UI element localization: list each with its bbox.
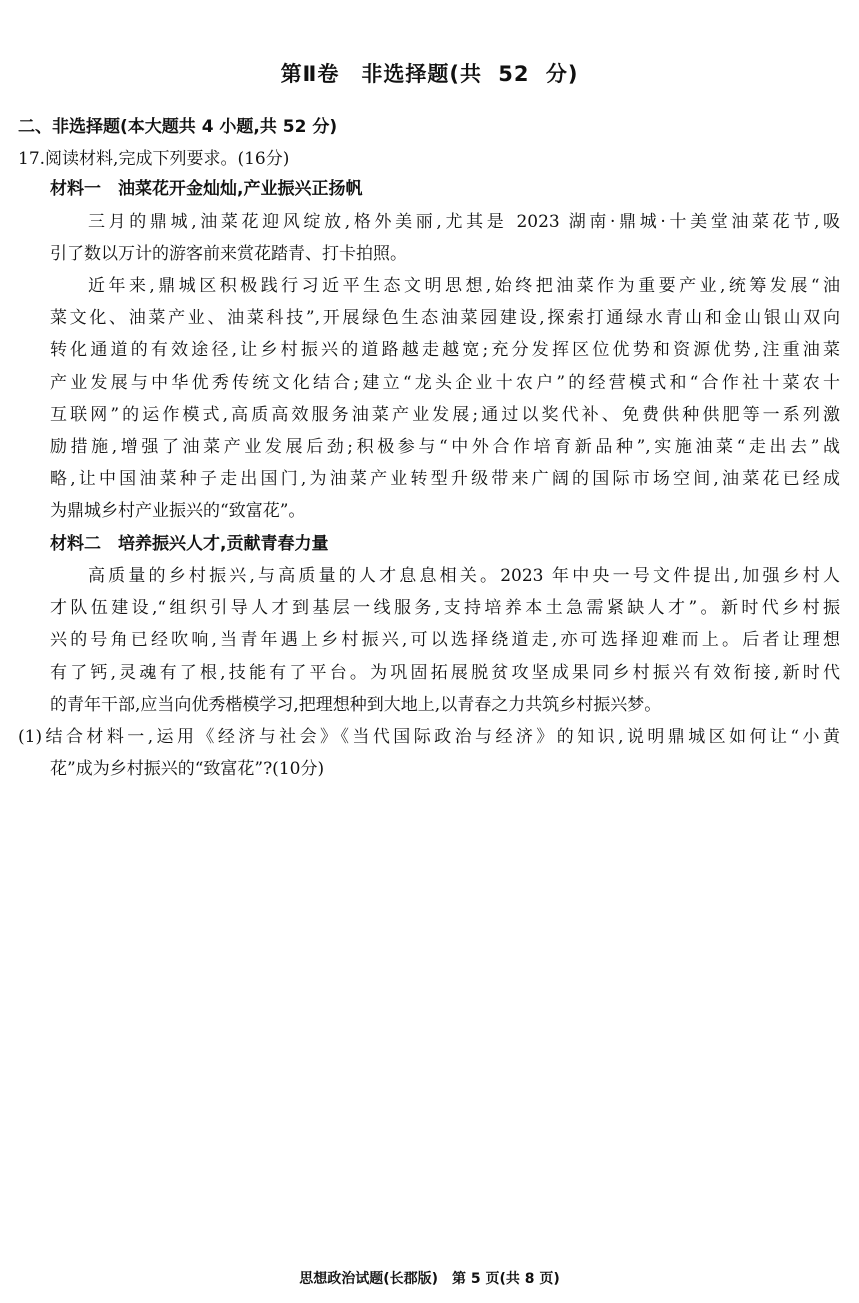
material-1-para-2-line-6: 励措施,增强了油菜产业发展后劲;积极参与“中外合作培育新品种”,实施油菜“走出去”战 <box>50 437 840 457</box>
material-1-para-2-line-3: 转化通道的有效途径,让乡村振兴的道路越走越宽;充分发挥区位优势和资源优势,注重油菜 <box>50 340 840 360</box>
material-1-para-2-line-4: 产业发展与中华优秀传统文化结合;建立“龙头企业十农户”的经营模式和“合作社十菜农十 <box>50 373 840 393</box>
material-1-para-1-line-1: 三月的鼎城,油菜花迎风绽放,格外美丽,尤其是 2023 湖南·鼎城·十美堂油菜花节,吸 <box>88 212 840 232</box>
sub-question-1-line-2: 花”成为乡村振兴的“致富花”?(10分) <box>50 759 325 779</box>
question-17-intro: 17.阅读材料,完成下列要求。(16分) <box>18 149 290 169</box>
material-2-heading: 材料二 培养振兴人才,贡献青春力量 <box>50 534 329 554</box>
material-1-para-2-line-5: 互联网”的运作模式,高质高效服务油菜产业发展;通过以奖代补、免费供种供肥等一系列激 <box>50 405 840 425</box>
page-footer: 思想政治试题(长郡版) 第 5 页(共 8 页) <box>299 1271 560 1287</box>
material-2-para-line-1: 高质量的乡村振兴,与高质量的人才息息相关。2023 年中央一号文件提出,加强乡村人 <box>88 566 840 586</box>
material-1-para-2-line-1: 近年来,鼎城区积极践行习近平生态文明思想,始终把油菜作为重要产业,统筹发展“油 <box>88 276 840 296</box>
material-1-para-2-line-7: 略,让中国油菜种子走出国门,为油菜产业转型升级带来广阔的国际市场空间,油菜花已经成 <box>50 469 840 489</box>
part-title: 第Ⅱ卷 非选择题(共 52 分) <box>280 62 579 86</box>
material-2-para-line-2: 才队伍建设,“组织引导人才到基层一线服务,支持培养本土急需紧缺人才”。新时代乡村振 <box>50 598 840 618</box>
material-2-para-line-5: 的青年干部,应当向优秀楷模学习,把理想种到大地上,以青春之力共筑乡村振兴梦。 <box>50 695 662 715</box>
sub-question-1-line-1: (1)结合材料一,运用《经济与社会》《当代国际政治与经济》的知识,说明鼎城区如何让“小黄 <box>18 727 840 747</box>
material-1-para-2-line-2: 菜文化、油菜产业、油菜科技”,开展绿色生态油菜园建设,探索打通绿水青山和金山银山双向 <box>50 308 840 328</box>
material-1-heading: 材料一 油菜花开金灿灿,产业振兴正扬帆 <box>50 179 363 199</box>
material-2-para-line-4: 有了钙,灵魂有了根,技能有了平台。为巩固拓展脱贫攻坚成果同乡村振兴有效衔接,新时代 <box>50 663 840 683</box>
section-heading: 二、非选择题(本大题共 4 小题,共 52 分) <box>18 117 338 137</box>
material-1-para-1-line-2: 引了数以万计的游客前来赏花踏青、打卡拍照。 <box>50 244 407 264</box>
material-2-para-line-3: 兴的号角已经吹响,当青年遇上乡村振兴,可以选择绕道走,亦可选择迎难而上。后者让理想 <box>50 630 840 650</box>
material-1-para-2-line-8: 为鼎城乡村产业振兴的“致富花”。 <box>50 501 306 521</box>
